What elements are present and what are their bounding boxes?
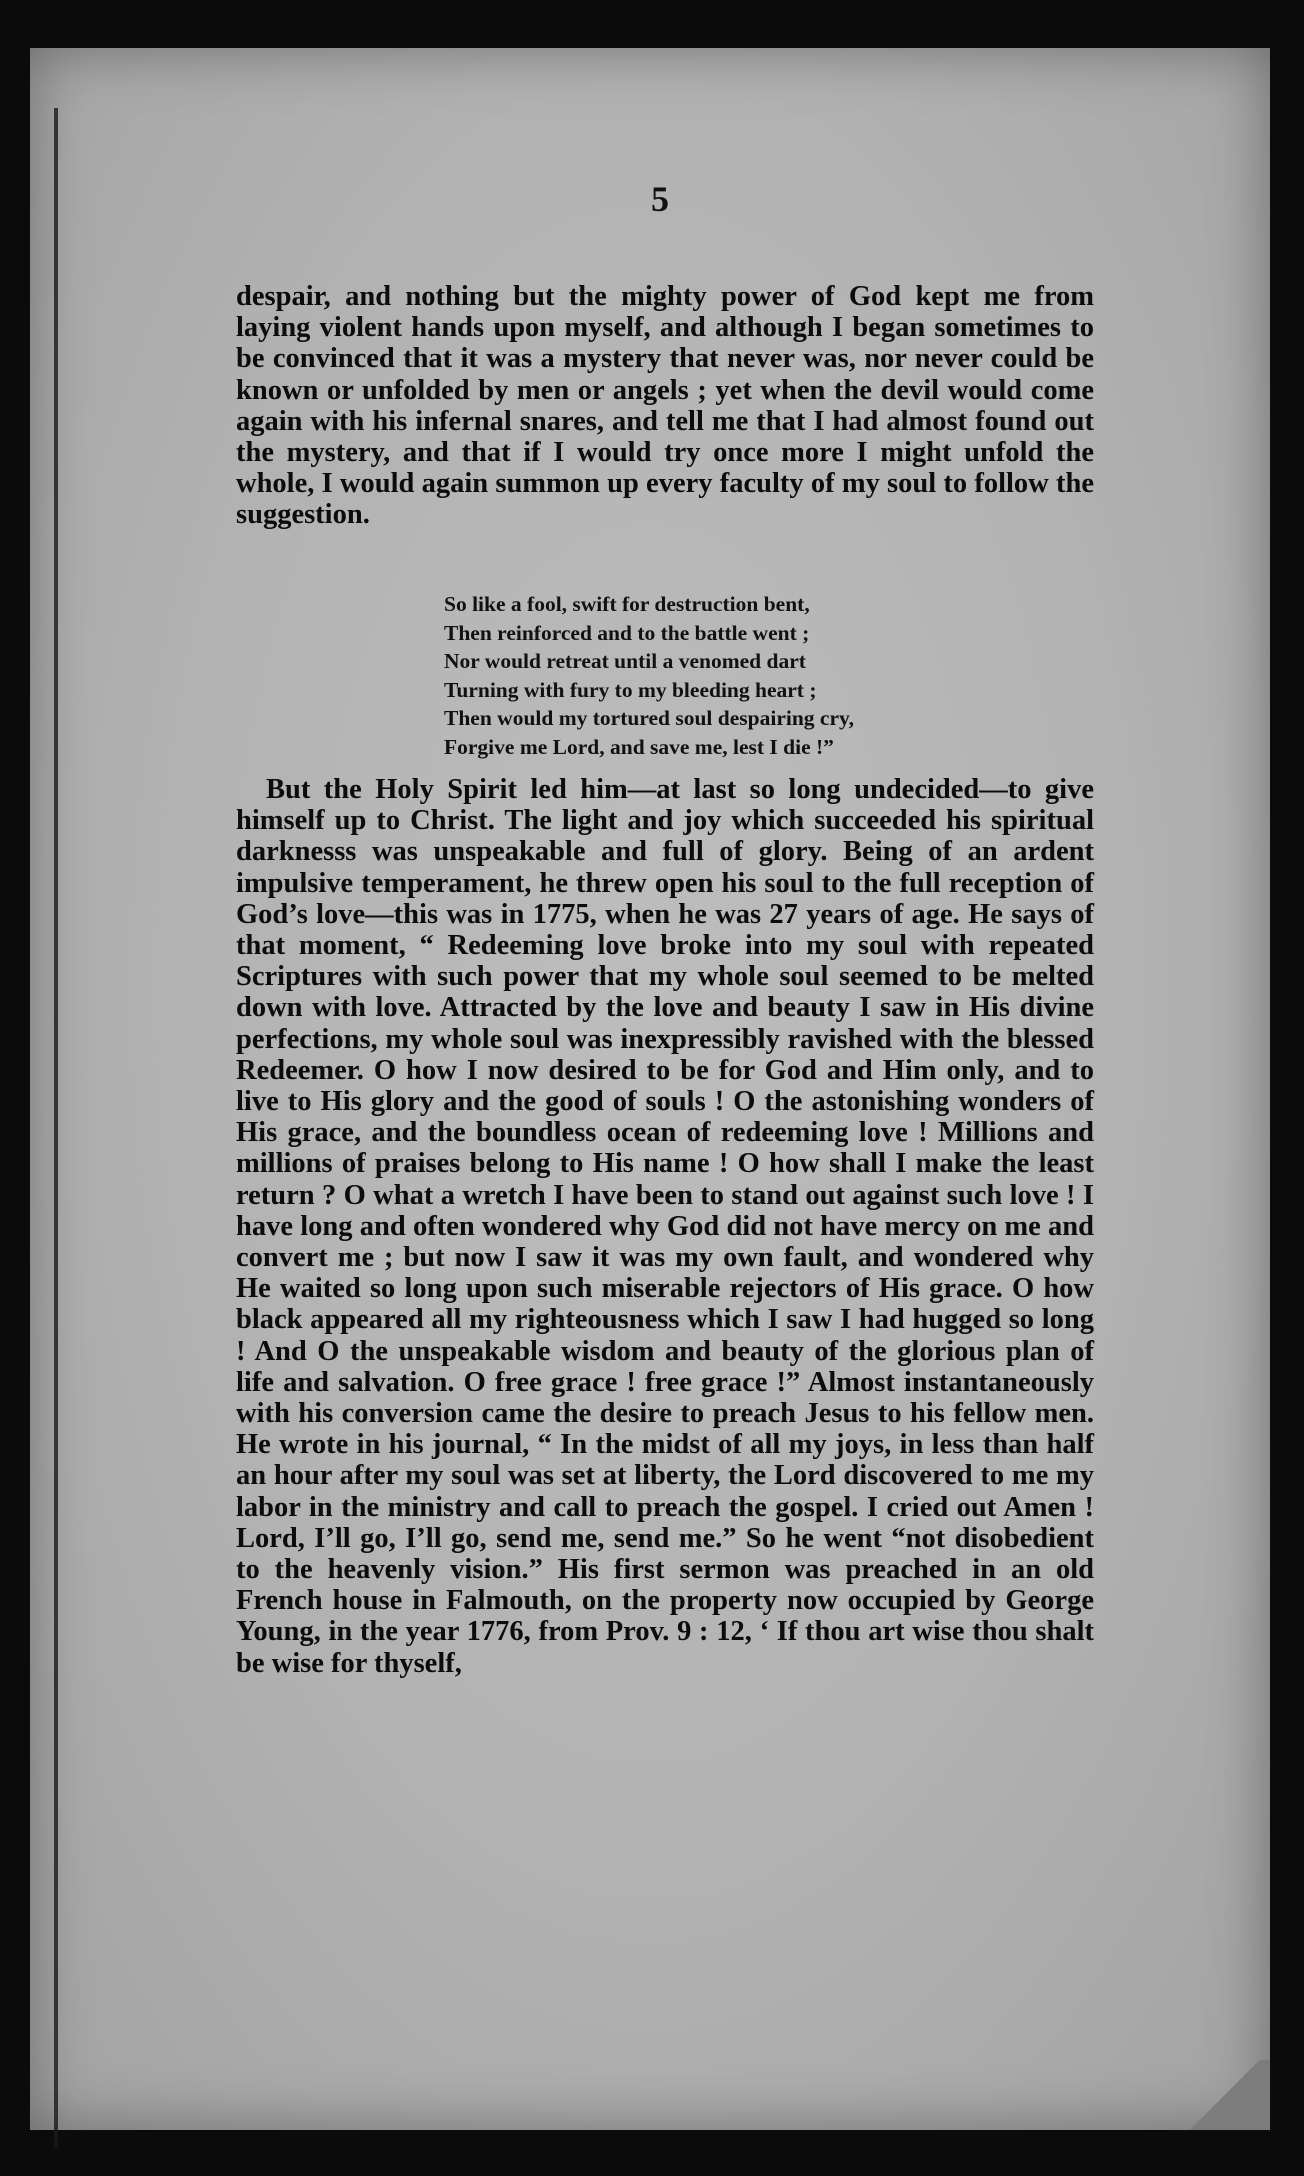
poem-line-5: Then would my tortured soul despairing cry, (444, 706, 854, 730)
paragraph-1: despair, and nothing but the mighty power of God kept me from laying violent hands upon myself, and although I began sometimes to be convinced that it was a mystery that never was, nor never could be known or unfolded by men or angels ; yet when the devil would come again with his infernal snares, and tell me that I had almost found out the mystery, and that if I would try once more I might unfold the whole, I would again summon up every faculty of my soul to follow the suggestion. (236, 281, 1094, 531)
binding-edge (54, 108, 58, 2148)
poem-line-6: Forgive me Lord, and save me, lest I die !” (444, 734, 834, 759)
poem-line-1: So like a fool, swift for destruction bent, (444, 592, 810, 616)
paragraph-2: But the Holy Spirit led him—at last so long undecided—to give himself up to Christ. The light and joy which succeeded his spiritual darknesss was unspeakable and full of glory. Being of an ardent impulsive temperament, he threw open his soul to the full reception of God’s love—this was in 1775, when he was 27 years of age. He says of that moment, “ Redeeming love broke into my soul with repeated Scriptures with such power that my whole soul seemed to be melted down with love. Attracted by the love and beauty I saw in His divine perfections, my whole soul was inexpressibly ravished with the blessed Redeemer. O how I now desired to be for God and Him only, and to live to His glory and the good of souls ! O the astonishing wonders of His grace, and the boundless ocean of redeeming love ! Millions and millions of praises belong to His name ! O how shall I make the least return ? O what a wretch I have been to stand out against such love ! I have long and often wondered why God did not have mercy on me and convert me ; but now I saw it was my own fault, and wondered why He waited so long upon such miserable rejectors of His grace. O how black appeared all my righteousness which I saw I had hugged so long ! And O the unspeakable wisdom and beauty of the glorious plan of life and salvation. O free grace ! free grace !” Almost instantaneously with his conversion came the desire to preach Jesus to his fellow men. He wrote in his journal, “ In the midst of all my joys, in less than half an hour after my soul was set at liberty, the Lord discovered to me my labor in the ministry and call to preach the gospel. I cried out Amen ! Lord, I’ll go, I’ll go, send me, send me.” So he went “not disobedient to the heavenly vision.” His first sermon was preached in an old French house in Falmouth, on the property now occupied by George Young, in the year 1776, from Prov. 9 : 12, ‘ If thou art wise thou shalt be wise for thyself, (236, 774, 1094, 1679)
page-number: 5 (651, 179, 669, 219)
poem-line-4: Turning with fury to my bleeding heart ; (444, 677, 817, 702)
poem-verse (444, 590, 964, 761)
poem-line-2: Then reinforced and to the battle went ; (444, 620, 810, 645)
poem-line-3: Nor would retreat until a venomed dart (444, 649, 806, 673)
paragraph-1-block (236, 281, 1094, 531)
paragraph-2-block (236, 774, 1094, 1679)
folded-corner (1180, 2060, 1270, 2130)
